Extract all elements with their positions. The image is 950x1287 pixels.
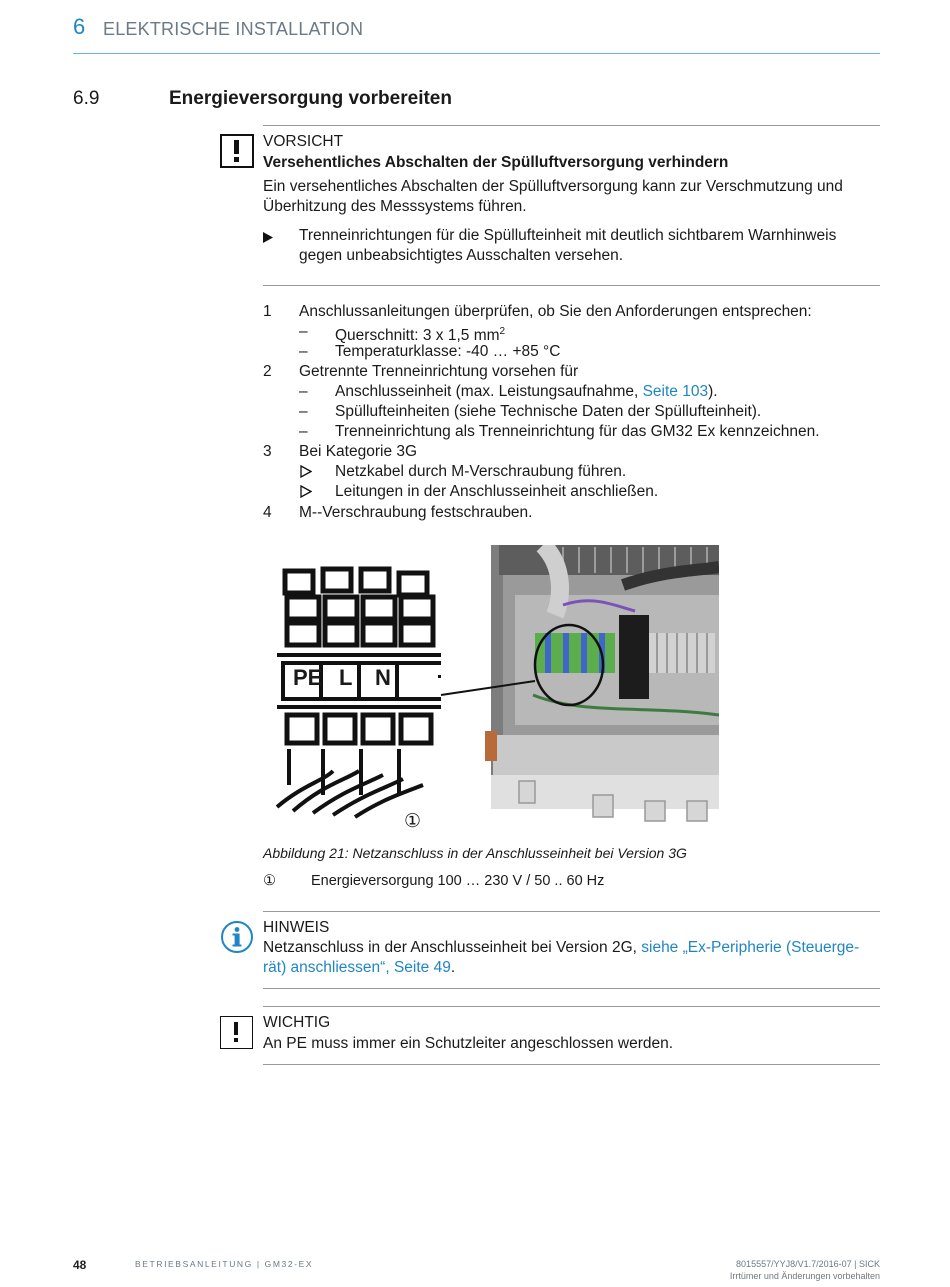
caution-heading: Versehentliches Abschalten der Spülluftversorgung verhindern [263,154,729,171]
step-1-item-temperature: Temperaturklasse: -40 … +85 °C [335,343,561,360]
step-3-number: 3 [263,443,272,460]
footer-doc-name: BETRIEBSANLEITUNG | GM32-EX [135,1259,314,1269]
legend-marker: ① [263,873,276,889]
important-label: WICHTIG [263,1014,331,1031]
terminal-label-n: N [375,665,391,690]
caution-top-rule [263,125,880,126]
step-3-item-wires: Leitungen in der Anschlusseinheit anschließen. [335,483,659,500]
footer-disclaimer: Irrtümer und Änderungen vorbehalten [729,1271,880,1281]
footer-right [730,1258,880,1282]
step-3-item-cable: Netzkabel durch M-Verschraubung führen. [335,463,627,480]
caution-bottom-rule [263,285,880,286]
step-2-item-label-device: Trenneinrichtung als Trenneinrichtung für das GM32 Ex kennzeichnen. [335,423,820,440]
caution-action-line1: Trenneinrichtungen für die Spüllufteinheit mit deutlich sichtbarem Warnhinweis [299,227,837,244]
note-text: Netzanschluss in der Anschlusseinheit bei Version 2G, siehe „Ex-Peripherie (Steuerge- [263,939,860,956]
legend-text: Energieversorgung 100 … 230 V / 50 .. 60 Hz [311,873,605,889]
figure-caption: Abbildung 21: Netzanschluss in der Anschlusseinheit bei Version 3G [263,845,687,861]
section-title: Energieversorgung vorbereiten [169,88,452,109]
result-triangle-icon [300,465,312,483]
caution-action-line2: gegen unbeabsichtigtes Ausschalten versehen. [299,247,624,264]
chapter-title: ELEKTRISCHE INSTALLATION [103,19,364,39]
info-icon [220,920,254,954]
terminal-label-l: L [339,665,353,690]
step-3-text: Bei Kategorie 3G [299,443,418,460]
caution-label: VORSICHT [263,133,344,150]
ex-peripherie-link[interactable]: siehe „Ex-Peripherie (Steuerge- [641,939,860,956]
caution-text-line2: Überhitzung des Messsystems führen. [263,198,527,215]
footer-page-number: 48 [73,1258,87,1272]
page-103-link[interactable]: Seite 103 [642,383,709,400]
note-top-rule [263,911,880,912]
step-4-number: 4 [263,504,272,521]
section-number: 6.9 [73,88,100,109]
important-text: An PE muss immer ein Schutzleiter angeschlossen werden. [263,1035,674,1052]
caution-text-line1: Ein versehentliches Abschalten der Spülluftversorgung kann zur Verschmutzung und [263,178,843,195]
footer-doc-code: 8015557/YYJ8/V1.7/2016-07 | SICK [736,1259,880,1269]
step-1-text: Anschlussanleitungen überprüfen, ob Sie den Anforderungen entsprechen: [299,303,812,320]
step-1-number: 1 [263,303,272,320]
terminal-detail-drawing [271,565,471,817]
header-divider [73,53,880,54]
action-arrow-icon [263,230,273,248]
note-bottom-rule [263,988,880,989]
step-2-item-connection-unit: Anschlusseinheit (max. Leistungsaufnahme, Seite 103). [335,383,718,400]
chapter-number: 6 [73,14,86,39]
result-triangle-icon [300,485,312,503]
caution-icon [220,134,254,168]
ex-peripherie-link-continued[interactable]: rät) anschliessen“, Seite 49 [263,959,451,976]
step-2-text: Getrennte Trenneinrichtung vorsehen für [299,363,579,380]
important-top-rule [263,1006,880,1007]
dash-bullet: – [299,383,308,400]
important-icon [220,1016,253,1049]
step-4-text: M--Verschraubung festschrauben. [299,504,533,521]
step-2-number: 2 [263,363,272,380]
power-connection-figure [263,545,719,835]
dash-bullet: – [299,423,308,440]
figure-callout-1: ① [404,811,422,832]
note-text-line2: rät) anschliessen“, Seite 49. [263,959,456,976]
step-2-item-purge-units: Spüllufteinheiten (siehe Technische Daten der Spüllufteinheit). [335,403,762,420]
terminal-label-pe: PE [293,665,323,690]
figure-illustration [263,545,719,835]
dash-bullet: – [299,403,308,420]
dash-bullet: – [299,323,308,340]
important-bottom-rule [263,1064,880,1065]
step-1-item-cross-section: Querschnitt: 3 x 1,5 $mm^2$ [335,326,506,345]
note-label: HINWEIS [263,919,330,936]
dash-bullet: – [299,343,308,360]
